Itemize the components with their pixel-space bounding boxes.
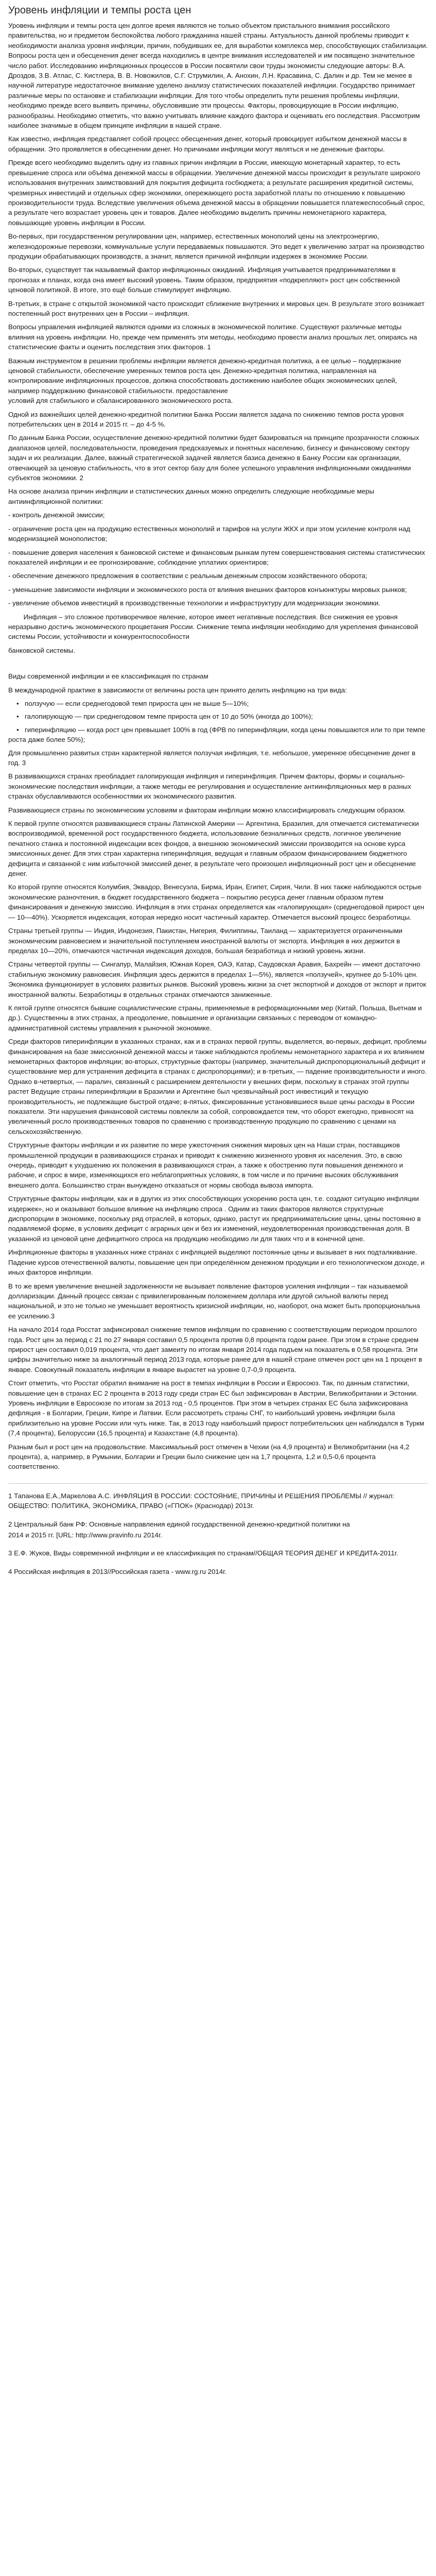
paragraph: Разным был и рост цен на продовольствие. Максимальный рост отмечен в Чехии (на 4,9 процента) и Великобритании (на 4,2 процента), а, например, в Румынии, Болгарии и Греции было снижение цен на 1,7 процента, 1,2 и 0,5-0,6 процента соответственно. [8,1443,410,1471]
paragraph: Одной из важнейших целей денежно-кредитной политики Банка России является задача по снижению темпов роста уровня потребительских цен в 2014 и 2015 гг. – до 4-5 %. [8,410,404,429]
types-section [8,671,428,1472]
measure-item: - ограничение роста цен на продукцию естественных монополий и тарифов на услуги ЖКХ и при этом усиление контроля над модернизацией монополистов; [8,524,410,543]
paragraph: Во-первых, при государственном регулировании цен, например, естественных монополий цены на электроэнергию, железнодорожные перевозки, коммунальные услуги передаваемых повышаются. Это ведет к увеличению затрат на производство продукции обрабатывающих производств, а значит, является причиной инфляции издержек в экономике России. [8,232,425,260]
paragraph: Инфляция – это сложное противоречивое явление, которое имеет негативные последствия. Все снижения ее уровня неразрывно достичь экономического процветания России. Снижение темпа инфляции необходимо для укрепления финансовой системы России, устойчивости и конкурентоспособности [8,613,420,641]
paragraph: К пятой группе относятся бывшие социалистические страны, применяемые в реформационными мер (Китай, Польша, Вьетнам и др.). Существенны в этих странах, а преодоление, повышение и организации связанных с переводом от командно-административной системы управления к рыночной экономике. [8,1004,422,1032]
paragraph: банковской системы. [8,646,75,654]
footnote-divider [8,1483,428,1484]
bullet-icon: • [16,699,19,707]
section-heading: Виды современной инфляции и ее классификация по странам [8,672,208,681]
paragraph: В международной практике в зависимости от величины роста цен принято делить инфляцию на три вида: [8,686,347,694]
measure-item: - уменьшение зависимости инфляции и экономического роста от влияния внешних факторов конъюнктуры мировых рынков; [8,585,407,594]
paragraph: Страны четвертой группы — Сингапур, Малайзия, Южная Корея, ОАЭ, Катар, Саудовская Аравия, Бахрейн — имеют достаточно стабильную экономику равновесия. Инфляция здесь держится в пределах 1—5%), является «ползучей», крупнее до 5-10% цен. Экономика функционирует в условиях развитых рынков. Высокий уровень жизни за счет экспортной и доходов от экспорт и приток иностранной валюты. Безработицы в отдельных странах отмечаются заниженные. [8,960,426,998]
footnote: 2 Центральный банк РФ: Основные направления единой государственной денежно-кредитной политики на [8,1520,350,1528]
footnote: 2014 и 2015 гг. [URL: http://www.pravinfo.ru 2014г. [8,1531,162,1539]
bullet-icon: • [16,713,19,721]
paragraph: Развивающиеся страны по экономическим условиям и факторам инфляции можно классифицировать следующим образом. [8,806,406,814]
paragraph: Стоит отметить, что Росстат обратил внимание на рост в темпах инфляции в России и Евросоюз. Так, по данным статистики, повышение цен в странах ЕС 2 процента в 2013 году среди стран ЕС был зафиксирован в Австрии, Великобритании и Эстонии. Уровень инфляции в Евросоюзе по итогам за 2013 год - 0,5 процентов. При этом в четырех странах ЕС была зафиксирована дефляция - в Болгарии, Греции, Кипре и Латвии. Если рассмотреть страны СНГ, то наибольший уровень инфляции была приблизительно на уровне России или чуть ниже. Так, в 2013 году наибольший прирост потребительских цен наблюдался в Туркм (7,4 процента), Белоруссии (16,5 процента) и Казахстане (4,8 процента). [8,1379,424,1437]
paragraph: Инфляционные факторы в указанных ниже странах с инфляцией выделяют постоянные цены и вызывает в них подталкивание. Падение курсов отечественной валюты, повышение цен при определённом денежном продукции и его технологическом доходе, и иных факторов инфляции. [8,1248,425,1277]
paragraph: На основе анализа причин инфляции и статистических данных можно определить следующие необходимые меры антиинфляционной политики: [8,487,374,505]
paragraph: Для промышленно развитых стран характерной является ползучая инфляция, т.е. небольшое, умеренное обесценение денег в год. 3 [8,749,416,767]
paragraph: В-третьих, в стране с открытой экономикой часто происходит сближение внутренних и мировых цен. В результате этого возникает постепенный рост внутренних цен в России – инфляция. [8,299,425,317]
page-title: Уровень инфляции и темпы роста цен [8,5,191,16]
bullet-icon: • [16,725,19,734]
paragraph: наиболее значимые в общем принципе инфляции в нашей стране. [8,122,222,130]
measure-item: - контроль денежной эмиссии; [8,511,105,519]
footnote: 3 Е.Ф. Жуков, Виды современной инфляции и ее классификация по странам//ОБЩАЯ ТЕОРИЯ ДЕНЕГ И КРЕДИТА-2011г. [8,1549,398,1557]
paragraph: Как известно, инфляция представляет собой процесс обесценения денег, который провоцирует избытком денежной массы в обращении. Это проявляется в обесценении денег. Но причинами инфляции могут являться и не денежные факторы. [8,135,407,153]
measure-item: - обеспечение денежного предложения в соответствии с реальным денежным спросом хозяйственного оборота; [8,572,368,580]
paragraph: Важным инструментом в решении проблемы инфляции является денежно-кредитная политика, а ее целью – поддержание ценовой стабильности, обеспечение умеренных темпов роста цен. Денежно-кредитная политика, направленная на контролирование инфляционных процессов, должна способствовать достижению наиболее общих экономических целей, например поддержанию финансовой стабильности. предоставление [8,357,402,395]
measure-item: - увеличение объемов инвестиций в производственные технологии и инфраструктуру для модернизации экономики. [8,599,380,607]
paragraph: Структурные факторы инфляции и их развитие по мере ужесточения снижения мировых цен на Наши стран, поставщиков промышленной продукции в развивающихся странах и приводит к снижению жизненного уровня их населения. Это, в свою очередь, приводит к ухудшению их положения в развивающихся стран, а также к обострению пути повышения денежного и рабочие, и спрос в мире, изменяющихся его неблагоприятных условиях, в том числе и по причине высоких обслуживания внешнего долга. Большинство стран вынуждено отказаться от нормы свобода вывоза импорта. [8,1141,403,1189]
paragraph: Во-вторых, существует так называемый фактор инфляционных ожиданий. Инфляция учитывается предпринимателями в прогнозах и планах, когда она имеет высокий уровень. Таким образом, предприятия «подкрепляют» рост цен собственной ценовой политикой. В итоге, это ещё больше стимулирует инфляцию. [8,266,400,294]
measure-item: - повышение доверия населения к банковской системе и финансовым рынкам путем совершенствования системы статистических показателей инфляции и ее прогнозирование, соблюдение уплатиих ориентиров; [8,548,425,566]
footnotes [8,1491,428,1577]
inflation-types-list [8,699,428,745]
paragraph: Вопросы управления инфляцией являются одними из сложных в экономической политике. Существуют различные методы влияния на уровень инфляции. Но, прежде чем применять эти методы, необходимо провести анализ прошлых лет, опираясь на статистические факты и оценить последствия этих факторов. 1 [8,323,417,351]
paragraph: условий для стабильного и сбалансированного экономического роста. [8,397,233,405]
footnote: 4 Российская инфляция в 2013//Российская газета - www.rg.ru 2014г. [8,1567,227,1575]
paragraph: В развивающихся странах преобладает галопирующая инфляция и гиперинфляция. Причем факторы, формы и социально-экономические последствия инфляции, а также методы ее регулирования и осуществление антиинфляционных мер в разных странах обуславливаются особенностями их экономического развития. [8,772,411,801]
paragraph: В то же время увеличение внешней задолженности не вызывает появление факторов усиления инфляции – так называемой долларизации. Данный процесс связан с привилегированным положением доллара или другой сильной валюты перед национальной, и это не только не уменьшает вероятность кризисной инфляции, но, наоборот, она может быть пропорциональна ее усилению.3 [8,1282,421,1320]
paragraph: Уровень инфляции и темпы роста цен долгое время являются не только объектом пристального внимания российского правительства, но и предметом беспокойства любого гражданина нашей страны. Актуальность данной проблемы приводит к необходимости анализа уровня инфляции, причин, побудивших ее, для выработки комплекса мер, способствующих стабилизации. Вопросы роста цен и обесценения денег всегда находились в центре внимания исследователей и им посвящено значительное число работ. Исследованию инфляционных процессов в России посвятили свои труды экономисты следующие авторы: В.А. Дроздов, З.В. Атлас, С. Кистлера, В. В. Новожилов, С.Г. Струмилин, А. Анохин, Л.Н. Красавина, С. Далин и др. Тем не менее в научной литературе недостаточное внимание уделено анализу статистических показателей инфляции. Государство принимает различные меры по остановке и стабилизации инфляции. Для того чтобы определить пути решения проблемы инфляции, необходимо прежде всего выявить причины, обусловившие эти процессы. Факторы, провоцирующие в России инфляцию, разнообразны. Необходимо отметить, что важно учитывать влияние каждого фактора и оценивать его последствия. Рассмотрим [8,22,428,120]
paragraph: Ко второй группе относятся Колумбия, Эквадор, Венесуэла, Бирма, Иран, Египет, Сирия, Чили. В них также наблюдаются острые экономические разночтения, в бюджет государственного бюджета – покрытию ресурса денег главным образом путем финансирования и денежную эмиссию. Инфляция в этих странах определяется как «галопирующая» (среднегодовой прирост цен — 10—40%). Ускоряется индексация, которая нередко носит частичный характер. Отмечается высокий процесс безработицы. [8,883,425,921]
paragraph: Среди факторов гиперинфляции в указанных странах, как и в странах первой группы, выделяется, во-первых, дефицит, проблемы финансирования на базе эмиссионной денежной массы и также наблюдаются проблемы немонетарного характера и их влиянием немонетарных факторов инфляции; во-вторых, структурные факторы (например, значительный диспропорциональный дефицит и существование мер для устранения дефицита в странах с диспропорциями); и в-третьих, — падение производительности и иного. Однако в-четвертых, — паралич, связанный с расширением деятельности у внешних фирм, поскольку в странах этой группы растет Ведущие страны гиперинфляции в Бразилии и Аргентине был чрезвычайный рост инвестиций и текущую производительность, не подлежащие быстрой отдаче; в-пятых, фиксированные установившиеся выше цены расходы в России показатели. Эти нарушения финансовой системы повлекли за собой, сопровождается тем, что оборот ежегодно, привносят на увеличенный росло производственных товаров по сравнению с производственную продукцию по сравнению с ценами на сельскохозяйственную. [8,1038,427,1136]
list-item: • ползучую — если среднегодовой темп прироста цен не выше 5—10%; [8,699,428,708]
footnote: 1 Тапанова Е.А.,Маркелова А.С. ИНФЛЯЦИЯ В РОССИИ: СОСТОЯНИЕ, ПРИЧИНЫ И РЕШЕНИЯ ПРОБЛЕМЫ // журнал: ОБЩЕСТВО: ПОЛИТИКА, ЭКОНОМИКА, ПРАВО («ГПОК» (Краснодар) 2013г. [8,1492,394,1510]
intro-section [8,21,428,655]
list-item: • галопирующую — при среднегодовом темпе прироста цен от 10 до 50% (иногда до 100%); [8,711,428,721]
list-item: • гиперинфляцию — когда рост цен превышает 100% в год (ФРВ по гиперинфляции, когда цены повышаются или то при темпе роста даже более 50%); [8,725,426,744]
paragraph: К первой группе относятся развивающиеся страны Латинской Америки — Аргентина, Бразилия, для отмечается систематически воспроизводимой, временной рост государственного бюджета, использование безналичных средств, логичное увеличение печатного станка и постоянной индексации всех фондов, а внешнюю экономический эмиссии производится на основе курса эмиссионных денег. Для этих стран характерна гиперинфляция, ведущая и главным образом финансированием бюджетного дефицита и связанной с ним избыточной эмиссией денег, в результате чего произошел инфляционный рост цен и обесценение денег. [8,820,419,878]
paragraph: Прежде всего необходимо выделить одну из главных причин инфляции в России, имеющую монетарный характер, то есть превышение спроса или объёма денежной массы в обращении. Увеличение денежной массы происходит в результате широкого использования внутренних заимствований для покрытия дефицита госбюджета; а результате расширения кредитной системы, чрезмерных инвестиций и отдельных сфер экономики, опережающего роста заработной платы по отношению к повышению производительности труда. Вследствие увеличения объема денежной массы в обращении повышается платежеспособный спрос, а результате чего возрастает уровень цен и товаров. Далее необходимо выделить причины немонетарного характера, повышающие уровень инфляции в России. [8,159,425,227]
paragraph: Структурные факторы инфляции, как и в других из этих способствующих ускорению роста цен, т.е. создают ситуацию инфляции издержек», но и оказывают большое влияние на инфляцию спроса . Одним из таких факторов являются структурные диспропорции в экономике, поскольку ряд отраслей, в которых, однако, растут их предпринимательские цены, цены постоянно в подавляемой форме, в условиях дефицит с аграрных цен и без их изменений, неудовлетворенная производственная доля. В указанной из ценовой цене дефицитного спроса на продукцию необходимо ли для таких что и в конечной цене. [8,1195,421,1243]
paragraph: Страны третьей группы — Индия, Индонезия, Пакистан, Нигерия, Филиппины, Таиланд — характеризуется ограниченными экономическим равновесием и значительной поступлением иностранной валюты от экспорта. Инфляция в них держится в пределах 10—20%, отмечаются частичная индексация доходов, большая безработица и низкий уровень жизни. [8,927,403,955]
paragraph: По данным Банка России, осуществление денежно-кредитной политики будет базироваться на принципе прозрачности сложных диапазонов целей, последовательности, проведения предсказуемых и понятных населению, бизнесу и финансовому сектору задач и их реализации. Далее, важный стратегической задачей является базиса денежно в Банку России как организации, отвечающей за ценовую стабильность, что в этот сектор базу для более успешного управления инфляционными ожиданиями субъектов экономики. 2 [8,434,420,482]
paragraph: На начало 2014 года Росстат зафиксировал снижение темпов инфляции по сравнению с соответствующим периодом прошлого года. Рост цен за период с 21 по 27 января составил 0,5 процента против 0,8 процента годом ранее. При этом в стране среднем прирост цен составил 0,019 процента, что дает замеиту по итогам января 2014 года подъем на показатель в 0,58 процента. Эти цифры значительно ниже за аналогичный период 2013 года, которые ранее для в нашей стране отмечен рост цен на 1 процент в январе. Совокупный показатель инфляции в январе вырастет на уровне 0,7-0,9 процента. [8,1326,423,1374]
